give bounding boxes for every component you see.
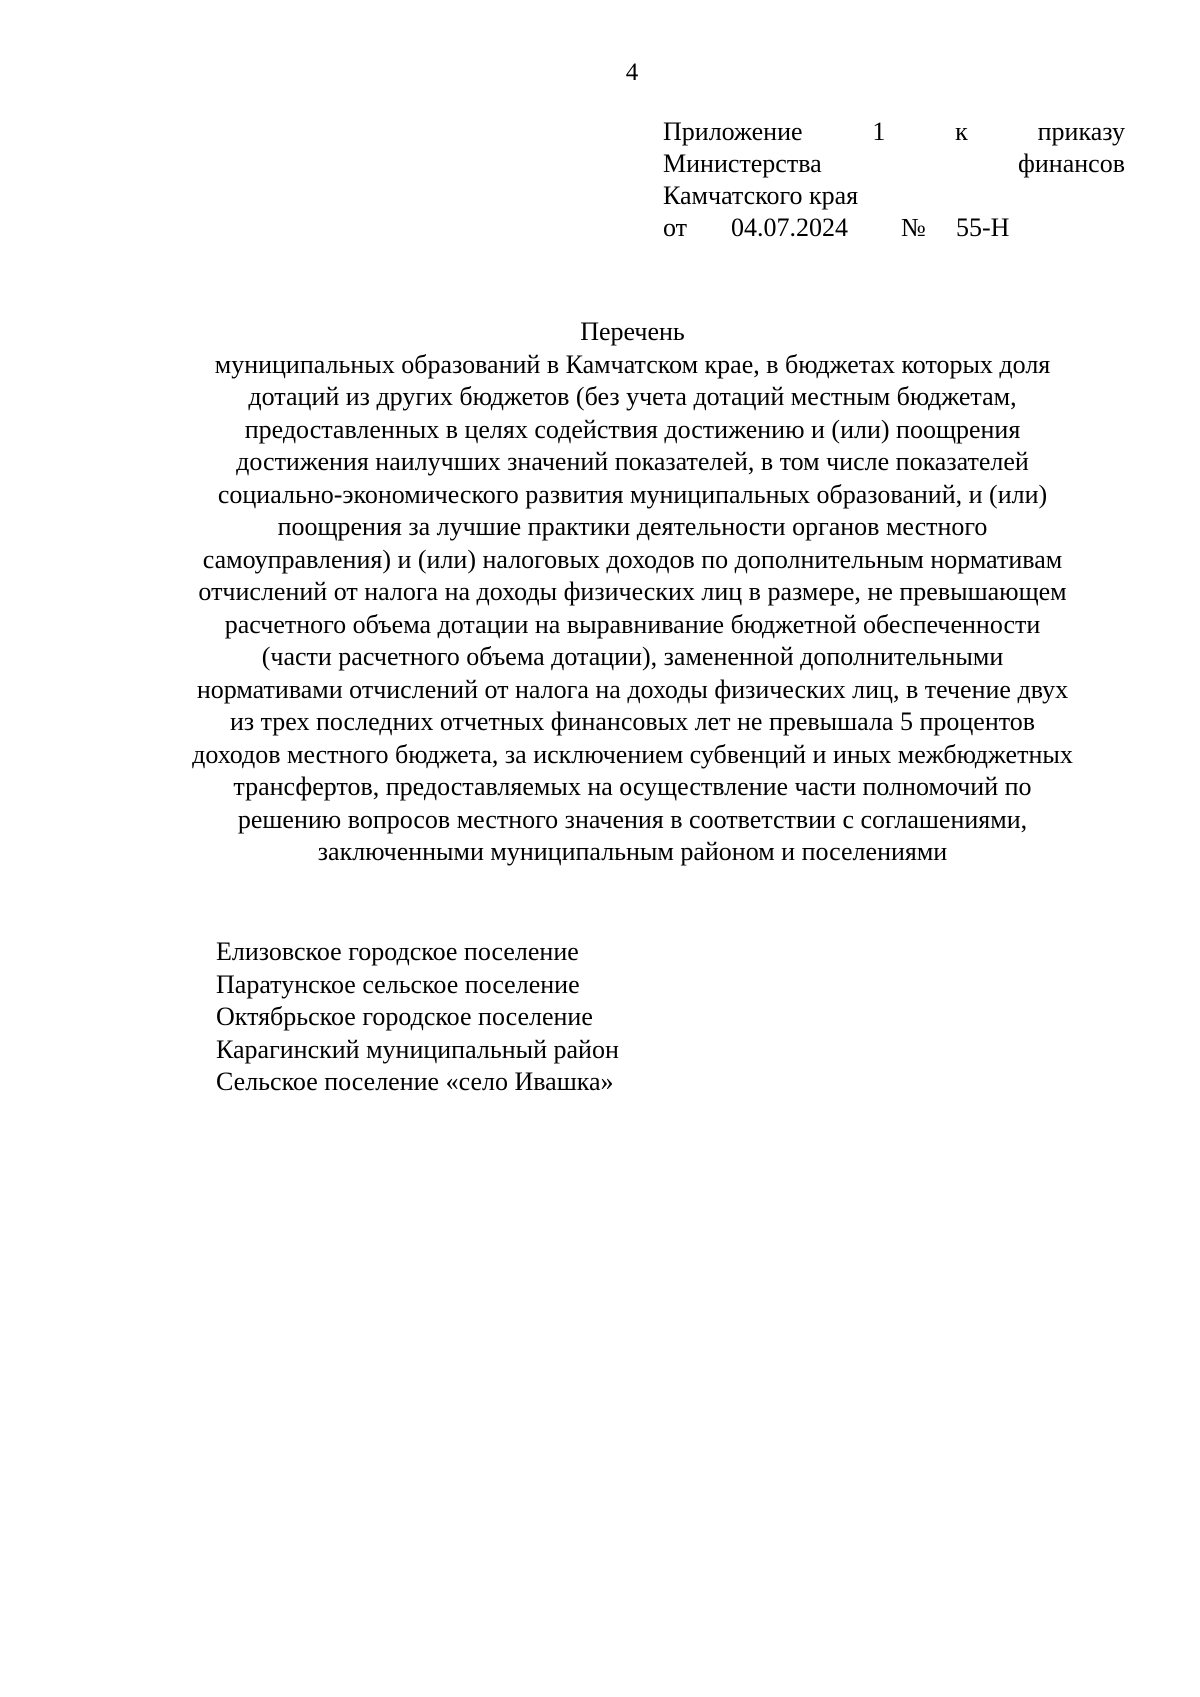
appendix-line-2 [663,148,1125,180]
title-line: предоставленных в целях содействия достижению и (или) поощрения [244,414,1021,444]
municipality-item: Карагинский муниципальный район [216,1034,619,1064]
order-number: 55-Н [956,213,1010,242]
title-line: решению вопросов местного значения в соответствии с соглашениями, [237,804,1028,834]
title-line: дотаций из других бюджетов (без учета дотаций местным бюджетам, [248,382,1017,411]
title-line: заключенными муниципальным районом и поселениями [317,837,948,866]
appendix-order-word: приказу [1037,117,1125,146]
appendix-number: 1 [872,117,886,146]
page-number: 4 [625,59,639,86]
municipality-list [216,936,619,1099]
title-heading: Перечень [580,317,685,346]
municipality-item: Октябрьское городское поселение [216,1002,593,1031]
title-line: доходов местного бюджета, за исключением субвенций и иных межбюджетных [192,739,1073,769]
appendix-line-3: Камчатского края [663,181,859,210]
appendix-preposition: к [955,117,968,146]
municipality-item: Елизовское городское поселение [216,937,579,966]
title-line: (части расчетного объема дотации), замененной дополнительными [261,642,1004,671]
document-title [90,316,1175,869]
title-line: поощрения за лучшие практики деятельности органов местного [277,512,988,541]
order-date: 04.07.2024 [731,213,848,242]
title-line: трансфертов, предоставляемых на осуществление части полномочий по [233,772,1032,801]
municipality-item: Паратунское сельское поселение [216,969,580,999]
title-line: нормативами отчислений от налога на доходы физических лиц, в течение двух [196,674,1069,704]
title-line: муниципальных образований в Камчатском крае, в бюджетах которых доля [214,349,1051,379]
appendix-header [663,116,1125,244]
order-from-label: от [663,213,688,242]
appendix-word: Приложение [663,117,803,146]
municipality-item: Сельское поселение «село Ивашка» [216,1067,614,1096]
appendix-line-4 [663,212,1125,244]
title-line: социально-экономического развития муниципальных образований, и (или) [217,479,1048,509]
title-line: расчетного объема дотации на выравнивание бюджетной обеспеченности [224,609,1041,639]
appendix-finance-word: финансов [1018,149,1125,178]
title-line: достижения наилучших значений показателей, в том числе показателей [236,447,1029,476]
order-number-sign: № [901,213,926,242]
title-line: отчислений от налога на доходы физических лиц в размере, не превышающем [198,577,1067,606]
appendix-ministry-word: Министерства [663,149,822,178]
appendix-line-1 [663,116,1125,148]
title-line: из трех последних отчетных финансовых лет не превышала 5 процентов [229,707,1036,736]
title-line: самоуправления) и (или) налоговых доходов по дополнительным нормативам [202,544,1063,574]
